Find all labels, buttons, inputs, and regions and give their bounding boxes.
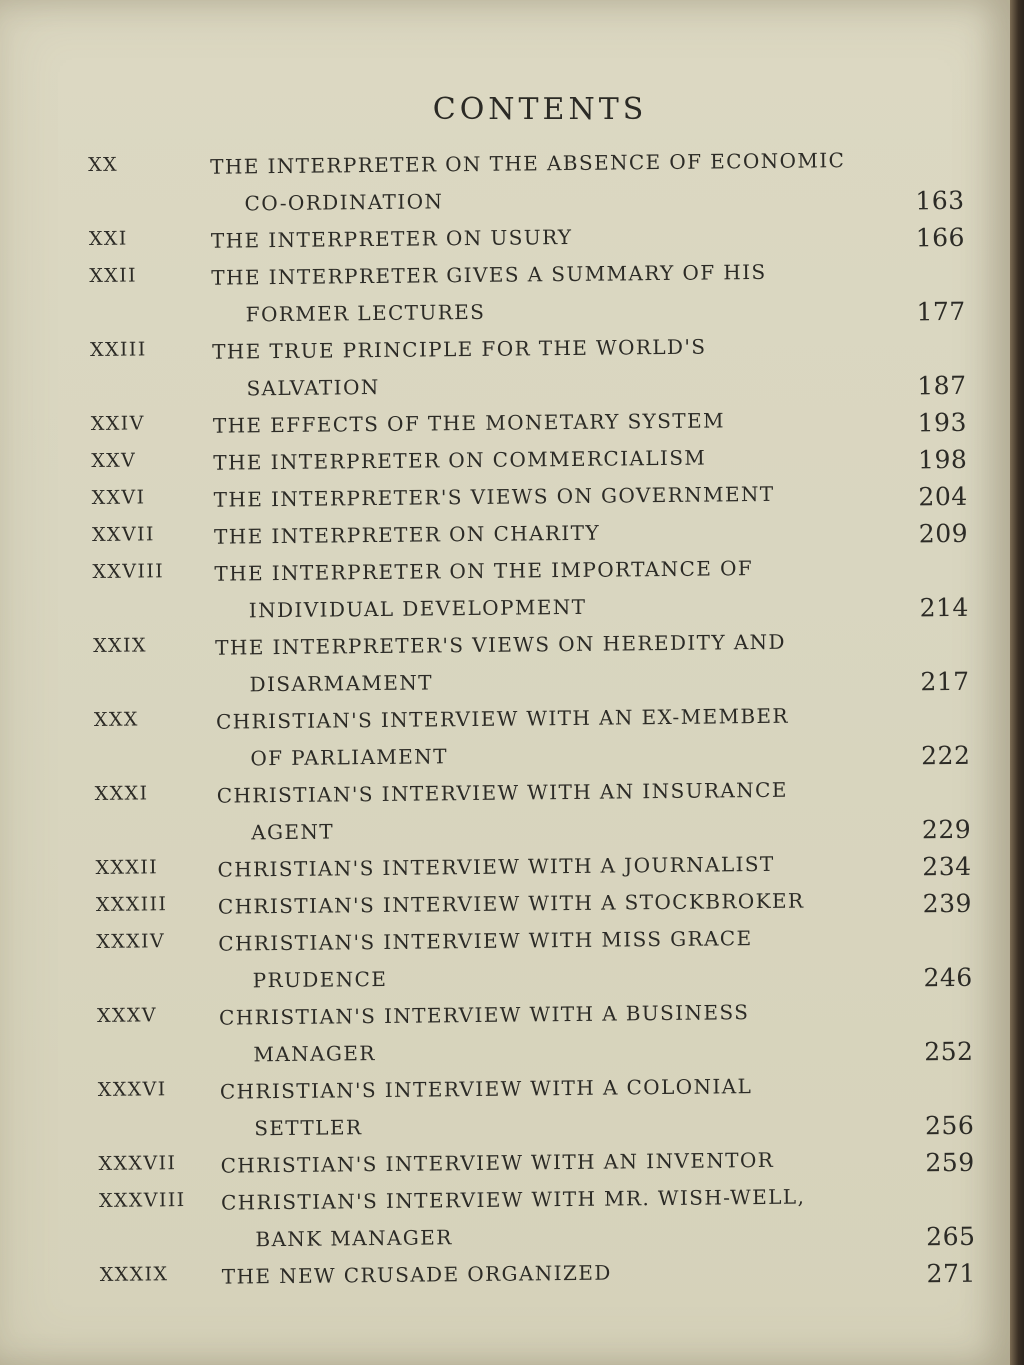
chapter-number: XXXIX (99, 1263, 169, 1286)
page-number: 222 (921, 740, 971, 771)
chapter-number: XXXIII (95, 893, 168, 916)
chapter-title-line: CHRISTIAN'S INTERVIEW WITH AN EX-MEMBER (215, 703, 790, 734)
chapter-number: XXXVI (97, 1078, 167, 1101)
toc-entry (100, 1251, 976, 1297)
chapter-number: XXVI (91, 486, 146, 509)
chapter-title-continuation: SALVATION (246, 374, 380, 401)
chapter-title-line: THE TRUE PRINCIPLE FOR THE WORLD'S (211, 334, 707, 364)
chapter-title-line: THE NEW CRUSADE ORGANIZED (221, 1260, 612, 1289)
page-number: 217 (920, 666, 970, 697)
chapter-title-continuation: AGENT (251, 819, 335, 845)
chapter-number: XXXII (95, 856, 159, 879)
page-number: 166 (915, 222, 966, 253)
chapter-title-line: CHRISTIAN'S INTERVIEW WITH A JOURNALIST (217, 851, 775, 882)
toc-entry (90, 326, 967, 409)
chapter-title-line: THE INTERPRETER ON CHARITY (213, 520, 601, 549)
chapter-title-line: CHRISTIAN'S INTERVIEW WITH MISS GRACE (218, 926, 753, 956)
page-number: 239 (922, 888, 973, 919)
toc-entry (95, 770, 972, 853)
chapter-title-line: THE INTERPRETER'S VIEWS ON GOVERNMENT (213, 481, 775, 512)
chapter-title-line: CHRISTIAN'S INTERVIEW WITH AN INVENTOR (220, 1147, 775, 1178)
chapter-title-line: THE INTERPRETER ON USURY (210, 224, 573, 253)
chapter-number: XXVIII (92, 560, 165, 583)
toc-entry (96, 918, 973, 1001)
chapter-title (222, 1252, 892, 1296)
chapter-title (212, 327, 883, 408)
page-number: 198 (917, 444, 968, 475)
chapter-title-line: CHRISTIAN'S INTERVIEW WITH A BUSINESS (218, 1000, 750, 1030)
chapter-title-line: THE INTERPRETER'S VIEWS ON HEREDITY AND (215, 629, 787, 660)
page-number: 259 (925, 1147, 975, 1178)
chapter-title-line: CHRISTIAN'S INTERVIEW WITH AN INSURANCE (216, 777, 788, 808)
chapter-title (217, 771, 888, 852)
chapter-title-continuation: PRUDENCE (252, 966, 388, 993)
table-of-contents (88, 141, 976, 1297)
chapter-title (216, 697, 887, 778)
page-number: 234 (922, 851, 972, 882)
toc-entry (92, 548, 969, 631)
page-number: 187 (917, 370, 967, 401)
chapter-number: XXI (88, 227, 128, 250)
chapter-number: XXXV (96, 1004, 158, 1027)
chapter-title-line: THE INTERPRETER GIVES A SUMMARY OF HIS (211, 259, 767, 290)
page-number: 229 (921, 814, 972, 845)
chapter-title-line: CHRISTIAN'S INTERVIEW WITH A STOCKBROKER (217, 888, 805, 919)
chapter-title-continuation: DISARMAMENT (249, 670, 434, 697)
chapter-title-continuation: CO-ORDINATION (244, 189, 444, 216)
chapter-title-continuation: OF PARLIAMENT (250, 744, 448, 771)
chapter-title-line: CHRISTIAN'S INTERVIEW WITH A COLONIAL (219, 1074, 753, 1104)
page-edge (1010, 0, 1024, 1365)
page-number: 214 (919, 592, 969, 623)
page-number: 252 (924, 1036, 974, 1067)
toc-entry (98, 1066, 975, 1149)
chapter-number: XXVII (91, 523, 155, 546)
toc-entry (89, 252, 966, 335)
chapter-title-continuation: SETTLER (254, 1115, 363, 1141)
chapter-title-line: CHRISTIAN'S INTERVIEW WITH MR. WISH-WELL, (220, 1184, 806, 1215)
chapter-title (221, 1178, 892, 1259)
chapter-number: XXIII (89, 338, 147, 361)
page-number: 256 (924, 1110, 975, 1141)
chapter-title (211, 253, 882, 334)
chapter-number: XXXVIII (98, 1189, 186, 1212)
toc-entry (94, 696, 971, 779)
page-number: 163 (915, 185, 965, 216)
chapter-title-line: THE EFFECTS OF THE MONETARY SYSTEM (212, 408, 726, 438)
page-number: 265 (926, 1221, 976, 1252)
chapter-title-continuation: FORMER LECTURES (245, 299, 486, 327)
page-number: 204 (918, 481, 968, 512)
toc-entry (93, 622, 970, 705)
toc-entry (88, 141, 965, 224)
page-number: 209 (918, 518, 969, 549)
toc-entry (99, 1177, 976, 1260)
chapter-title-continuation: INDIVIDUAL DEVELOPMENT (248, 594, 587, 623)
chapter-number: XX (88, 153, 119, 176)
chapter-title-continuation: MANAGER (253, 1041, 376, 1067)
chapter-title (219, 993, 890, 1074)
chapter-number: XXXVII (98, 1152, 177, 1175)
chapter-number: XXXI (94, 782, 149, 805)
page-number: 271 (926, 1258, 976, 1289)
page-title: CONTENTS (432, 92, 648, 127)
chapter-title-line: THE INTERPRETER ON THE IMPORTANCE OF (214, 556, 754, 586)
chapter-title-line: THE INTERPRETER ON THE ABSENCE OF ECONOMIC (210, 148, 846, 179)
chapter-title (214, 549, 885, 630)
chapter-number: XXIX (93, 634, 147, 657)
chapter-number: XXX (93, 708, 139, 731)
chapter-title-line: THE INTERPRETER ON COMMERCIALISM (213, 445, 707, 475)
chapter-title (218, 919, 889, 1000)
page-number: 246 (923, 962, 973, 993)
chapter-title (215, 623, 886, 704)
chapter-title (220, 1067, 891, 1148)
chapter-title (210, 142, 881, 223)
chapter-number: XXV (91, 449, 137, 472)
page-number: 193 (917, 407, 968, 438)
page-number: 177 (916, 296, 966, 327)
chapter-title-continuation: BANK MANAGER (255, 1225, 453, 1252)
chapter-number: XXII (89, 264, 138, 287)
chapter-number: XXIV (90, 412, 145, 435)
toc-entry (97, 992, 974, 1075)
chapter-number: XXXIV (96, 930, 166, 953)
